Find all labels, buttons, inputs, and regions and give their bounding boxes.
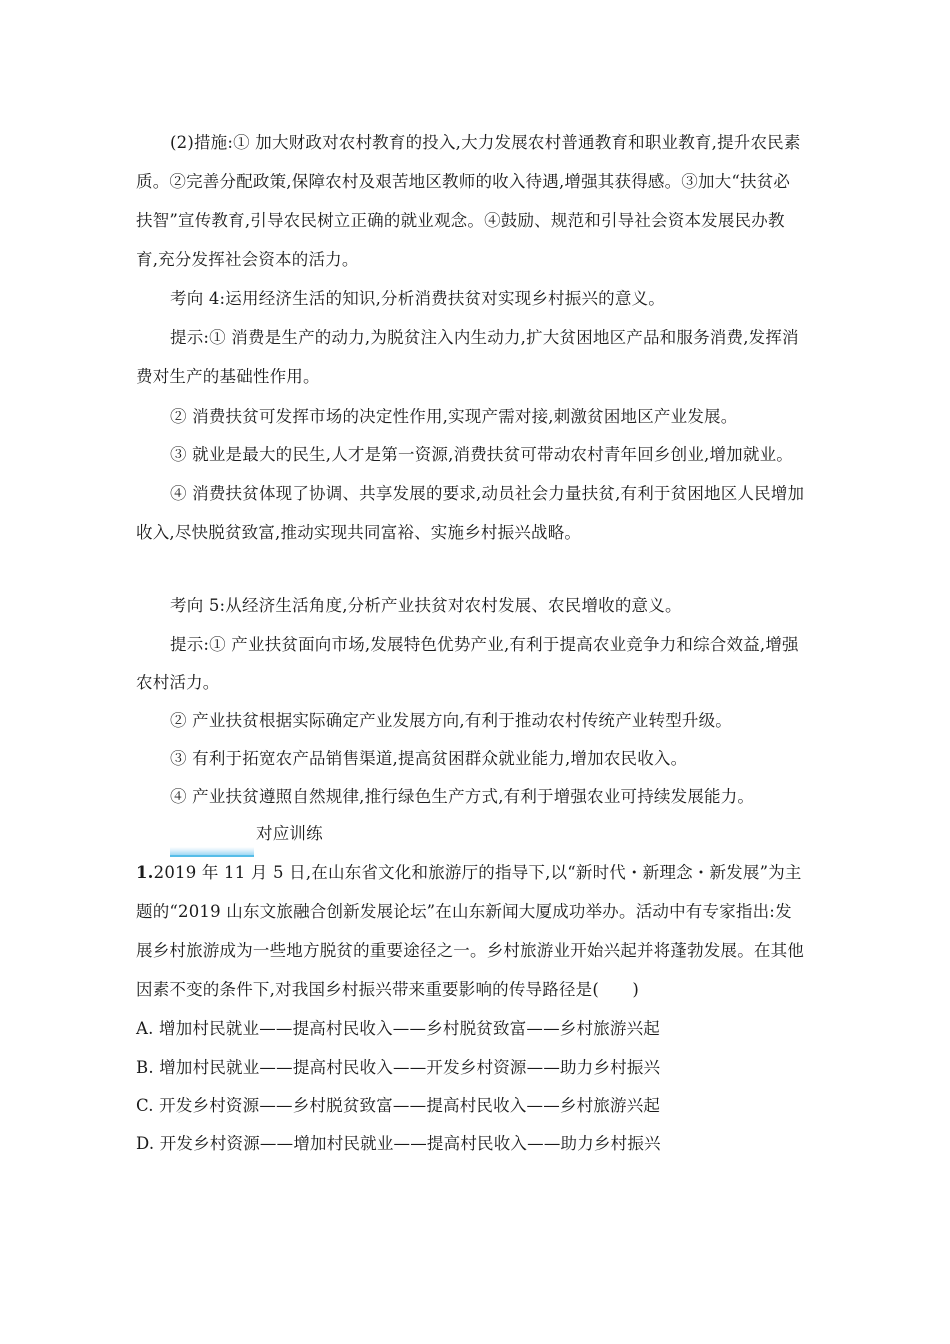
section-marker-bar xyxy=(170,847,254,857)
kaoxiang4-question: 考向 4:运用经济生活的知识,分析消费扶贫对实现乡村振兴的意义。 xyxy=(170,289,665,308)
measures-line-3: 扶智”宣传教育,引导农民树立正确的就业观念。④鼓励、规范和引导社会资本发展民办教 xyxy=(136,211,785,230)
question-1-stem-line-2: 题的“2019 山东文旅融合创新发展论坛”在山东新闻大厦成功举办。活动中有专家指出:发 xyxy=(136,902,792,921)
measures-line-2: 质。②完善分配政策,保障农村及艰苦地区教师的收入待遇,增强其获得感。③加大“扶贫必 xyxy=(136,172,791,191)
training-heading: 对应训练 xyxy=(256,824,323,843)
question-1-stem-text: 2019 年 11 月 5 日,在山东省文化和旅游厅的指导下,以“新时代・新理念・新发展”为主 xyxy=(153,863,802,882)
measures-line-4: 育,充分发挥社会资本的活力。 xyxy=(136,250,359,269)
option-c: C. 开发乡村资源——乡村脱贫致富——提高村民收入——乡村旅游兴起 xyxy=(136,1096,661,1115)
kaoxiang4-hint-4a: ④ 消费扶贫体现了协调、共享发展的要求,动员社会力量扶贫,有利于贫困地区人民增加 xyxy=(170,484,805,503)
option-d: D. 开发乡村资源——增加村民就业——提高村民收入——助力乡村振兴 xyxy=(136,1134,661,1153)
kaoxiang4-hint-1b: 费对生产的基础性作用。 xyxy=(136,367,320,386)
question-1-stem-line-4: 因素不变的条件下,对我国乡村振兴带来重要影响的传导路径是( ) xyxy=(136,980,640,999)
measures-line-1: (2)措施:① 加大财政对农村教育的投入,大力发展农村普通教育和职业教育,提升农民素 xyxy=(170,133,801,152)
kaoxiang4-hint-1a: 提示:① 消费是生产的动力,为脱贫注入内生动力,扩大贫困地区产品和服务消费,发挥消 xyxy=(170,328,799,347)
kaoxiang5-hint-4: ④ 产业扶贫遵照自然规律,推行绿色生产方式,有利于增强农业可持续发展能力。 xyxy=(170,787,755,806)
kaoxiang5-hint-1b: 农村活力。 xyxy=(136,673,220,692)
kaoxiang5-hint-1a: 提示:① 产业扶贫面向市场,发展特色优势产业,有利于提高农业竞争力和综合效益,增强 xyxy=(170,635,799,654)
kaoxiang4-hint-3: ③ 就业是最大的民生,人才是第一资源,消费扶贫可带动农村青年回乡创业,增加就业。 xyxy=(170,445,793,464)
question-1-stem-line-3: 展乡村旅游成为一些地方脱贫的重要途径之一。乡村旅游业开始兴起并将蓬勃发展。在其他 xyxy=(136,941,804,960)
kaoxiang5-hint-2: ② 产业扶贫根据实际确定产业发展方向,有利于推动农村传统产业转型升级。 xyxy=(170,711,732,730)
kaoxiang4-hint-2: ② 消费扶贫可发挥市场的决定性作用,实现产需对接,刺激贫困地区产业发展。 xyxy=(170,407,738,426)
kaoxiang5-question: 考向 5:从经济生活角度,分析产业扶贫对农村发展、农民增收的意义。 xyxy=(170,596,682,615)
option-b: B. 增加村民就业——提高村民收入——开发乡村资源——助力乡村振兴 xyxy=(136,1058,661,1077)
kaoxiang4-hint-4b: 收入,尽快脱贫致富,推动实现共同富裕、实施乡村振兴战略。 xyxy=(136,523,582,542)
question-number: 1. xyxy=(136,863,154,882)
kaoxiang5-hint-3: ③ 有利于拓宽农产品销售渠道,提高贫困群众就业能力,增加农民收入。 xyxy=(170,749,688,768)
question-1-stem-line-1 xyxy=(136,863,802,883)
option-a: A. 增加村民就业——提高村民收入——乡村脱贫致富——乡村旅游兴起 xyxy=(136,1019,661,1038)
